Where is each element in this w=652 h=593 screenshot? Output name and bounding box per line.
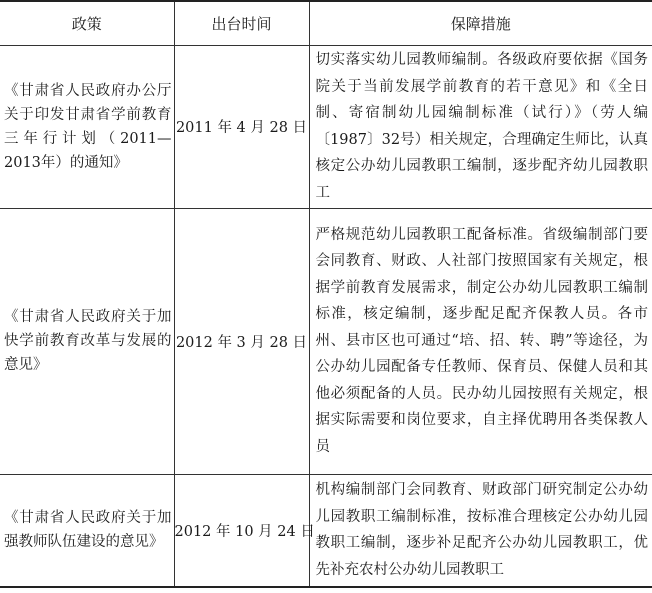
table-header-row: [0, 1, 652, 45]
measure-cell: 严格规范幼儿园教职工配备标准。省级编制部门要会同教育、财政、人社部门按照国家有关规定，根据学前教育发展需求，制定公办幼儿园教职工编制标准，核定编制，逐步配足配齐保教人员。各市州、县市区也可通过“培、招、转、聘”等途径，为公办幼儿园配备专任教师、保育员、保健人员和其他必须配备的人员。民办幼儿园按照有关规定，根据实际需要和岗位要求，自主择优聘用各类保教人员: [309, 208, 652, 474]
policy-cell: 《甘肃省人民政府办公厅关于印发甘肃省学前教育三年行计划（2011—2013年）的通知》: [0, 45, 174, 208]
policy-cell: 《甘肃省人民政府关于加快学前教育改革与发展的意见》: [0, 208, 174, 474]
measure-cell: 机构编制部门会同教育、财政部门研究制定公办幼儿园教职工编制标准，按标准合理核定公办幼儿园教职工编制，逐步补足配齐公办幼儿园教职工，优先补充农村公办幼儿园教职工: [309, 474, 652, 587]
header-date: 出台时间: [174, 1, 309, 45]
header-measures: 保障措施: [309, 1, 652, 45]
date-cell: 2012 年 3 月 28 日: [174, 208, 309, 474]
measure-cell: 切实落实幼儿园教师编制。各级政府要依据《国务院关于当前发展学前教育的若干意见》和《全日制、寄宿制幼儿园编制标准（试行）》（劳人编〔1987〕32号）相关规定，合理确定生师比，认真核定公办幼儿园教职工编制，逐步配齐幼儿园教职工: [309, 45, 652, 208]
date-cell: 2011 年 4 月 28 日: [174, 45, 309, 208]
date-cell: 2012 年 10 月 24 日: [174, 474, 309, 587]
table-row: [0, 45, 652, 208]
table-row: [0, 208, 652, 474]
policy-cell: 《甘肃省人民政府关于加强教师队伍建设的意见》: [0, 474, 174, 587]
table-row: [0, 474, 652, 587]
header-policy: 政策: [0, 1, 174, 45]
